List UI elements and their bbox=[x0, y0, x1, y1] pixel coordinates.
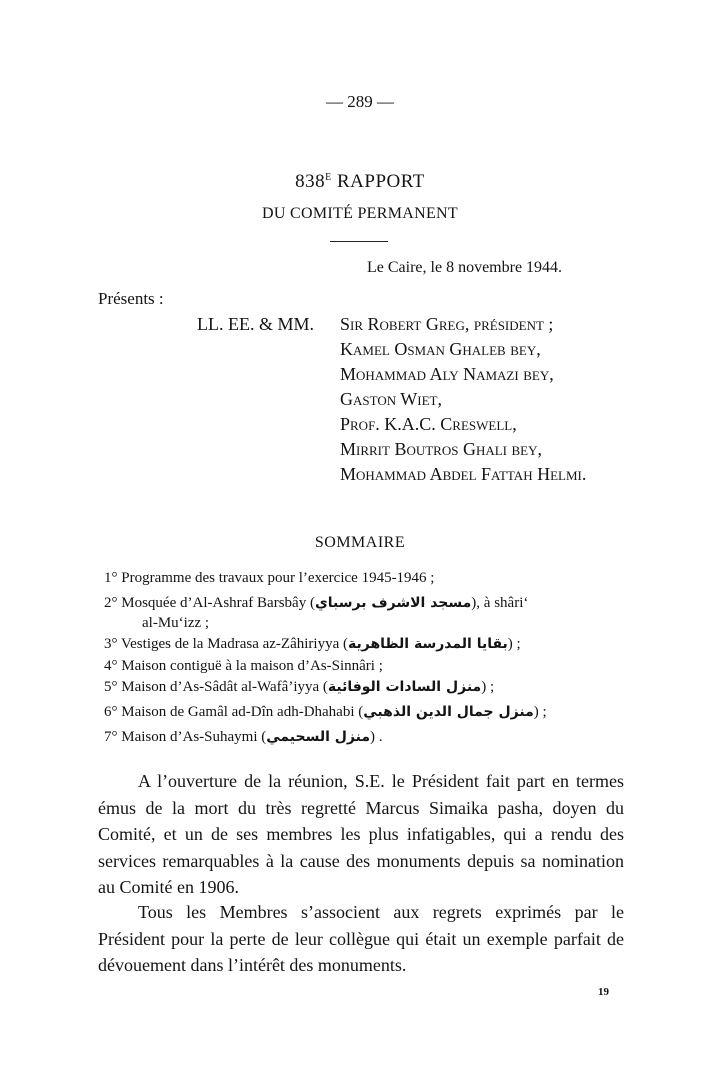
item-text: Programme des travaux pour l’exercice 1945-1946 ; bbox=[121, 570, 435, 586]
item-arabic: مسجد الاشرف برسباي bbox=[314, 595, 472, 611]
attendee: Sir Robert Greg, président ; bbox=[340, 314, 554, 334]
item-arabic: بقايا المدرسة الظاهرية bbox=[347, 636, 508, 652]
body-paragraph bbox=[98, 899, 624, 979]
item-tail: ) ; bbox=[481, 679, 495, 695]
report-number-suffix: E bbox=[325, 172, 332, 183]
item-arabic: منزل السحيمي bbox=[266, 729, 371, 745]
item-number: 4° bbox=[104, 658, 118, 674]
attendee: Mohammad Abdel Fattah Helmi. bbox=[340, 464, 587, 484]
item-arabic: منزل السادات الوفائية bbox=[327, 679, 482, 695]
page-number: — 289 — bbox=[326, 92, 394, 111]
attendee: Prof. K.A.C. Creswell, bbox=[340, 414, 517, 434]
sommaire-item bbox=[104, 679, 494, 696]
body-paragraph bbox=[98, 768, 624, 901]
dateline: Le Caire, le 8 novembre 1944. bbox=[367, 259, 563, 276]
sommaire-item bbox=[104, 570, 434, 587]
attendee: Mohammad Aly Namazi bey, bbox=[340, 364, 554, 384]
attendee: Mirrit Boutros Ghali bey, bbox=[340, 439, 543, 459]
presents-label: Présents : bbox=[98, 289, 164, 308]
item-text: Maison d’As-Sâdât al-Wafâ’iyya ( bbox=[121, 679, 328, 695]
paragraph-text: A l’ouverture de la réunion, S.E. le Président fait part en termes émus de la mort du très regretté Marcus Simaika pasha, doyen du Comité, et un de ses membres les plus infatigables, qui a rendu des services remarquables à la cause des monuments depuis sa nomination au Comité en 1906. bbox=[98, 771, 624, 897]
report-subtitle: DU COMITÉ PERMANENT bbox=[262, 205, 458, 222]
attendee: Kamel Osman Ghaleb bey, bbox=[340, 339, 541, 359]
item-number: 2° bbox=[104, 595, 118, 611]
item-number: 3° bbox=[104, 636, 118, 652]
item-text: Maison contiguë à la maison d’As-Sinnâri ; bbox=[121, 658, 383, 674]
sommaire-item bbox=[104, 704, 547, 721]
item-text: Maison de Gamâl ad-Dîn adh-Dhahabi ( bbox=[121, 704, 364, 720]
item-text: Vestiges de la Madrasa az-Zâhiriyya ( bbox=[120, 636, 348, 652]
sommaire-item bbox=[104, 636, 521, 653]
item-number: 7° bbox=[104, 729, 118, 745]
sommaire-item bbox=[104, 729, 383, 746]
signature-mark: 19 bbox=[598, 986, 609, 998]
report-word: RAPPORT bbox=[336, 171, 425, 192]
item-text: Mosquée d’Al-Ashraf Barsbây ( bbox=[121, 595, 315, 611]
item-number: 1° bbox=[104, 570, 118, 586]
item-arabic: منزل جمال الدين الذهبي bbox=[363, 704, 534, 720]
item-tail: ) ; bbox=[533, 704, 547, 720]
sommaire-item bbox=[104, 658, 383, 675]
item-tail: ), à shâri‘ bbox=[471, 595, 529, 611]
report-number: 838 bbox=[295, 171, 326, 192]
attendee: Gaston Wiet, bbox=[340, 389, 442, 409]
item-tail: ) . bbox=[370, 729, 383, 745]
item-number: 5° bbox=[104, 679, 118, 695]
attendees-prefix: LL. EE. & MM. bbox=[197, 314, 314, 334]
sommaire-item bbox=[104, 595, 528, 612]
item-text: Maison d’As-Suhaymi ( bbox=[121, 729, 267, 745]
sommaire-item-continuation: al-Mu‘izz ; bbox=[142, 615, 210, 631]
sommaire-heading: SOMMAIRE bbox=[314, 534, 406, 551]
item-number: 6° bbox=[104, 704, 118, 720]
report-title bbox=[0, 171, 720, 193]
item-tail: ) ; bbox=[507, 636, 521, 652]
paragraph-text: Tous les Membres s’associent aux regrets exprimés par le Président pour la perte de leur collègue qui était un exemple parfait de dévouement dans l’intérêt des monuments. bbox=[98, 902, 624, 975]
title-rule bbox=[330, 241, 388, 242]
